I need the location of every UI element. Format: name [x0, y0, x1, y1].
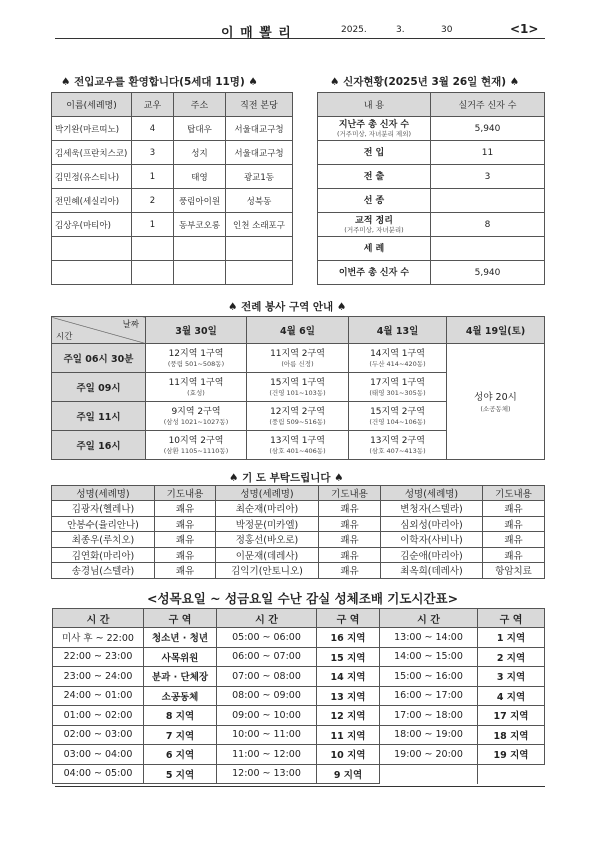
date-month: 3. [396, 25, 405, 35]
serving-cell [349, 431, 447, 460]
newcomers-cell: 태영 [174, 165, 226, 189]
prayer-title: ♠ 기 도 부탁드립니다 ♠ [229, 472, 344, 484]
status-header-row [318, 93, 545, 117]
prayer-cell: 이학자(사비나) [381, 532, 483, 548]
adoration-row [53, 764, 545, 784]
adoration-cell: 16 지역 [317, 628, 380, 648]
adoration-col-header: 시 간 [53, 609, 144, 628]
adoration-cell: 05:00 ~ 06:00 [217, 628, 317, 648]
adoration-cell: 08:00 ~ 09:00 [217, 686, 317, 706]
newcomers-cell: 1 [132, 165, 174, 189]
status-label-cell [318, 237, 431, 261]
prayer-cell: 쾌유 [155, 501, 216, 517]
status-label: 전 출 [363, 171, 385, 182]
adoration-cell: 3 지역 [478, 667, 545, 687]
newcomers-col-header: 주소 [174, 93, 226, 117]
newcomers-cell [132, 237, 174, 261]
footer-divider [55, 786, 545, 787]
serving-zone-detail: (풍림 501~508동) [167, 359, 225, 368]
newcomers-header-row [52, 93, 293, 117]
corner-date-label: 날짜 [122, 320, 139, 330]
prayer-cell: 쾌유 [155, 547, 216, 563]
status-col-header: 내 용 [318, 93, 431, 117]
newcomers-cell [226, 261, 293, 285]
prayer-cell: 쾌유 [319, 516, 381, 532]
status-value: 5,940 [431, 117, 545, 141]
prayer-col-header: 성명(세례명) [216, 486, 319, 501]
newcomers-cell [174, 261, 226, 285]
adoration-cell: 2 지역 [478, 647, 545, 667]
serving-cell [146, 431, 247, 460]
newcomers-row [52, 237, 293, 261]
newcomers-cell [132, 261, 174, 285]
adoration-cell: 10:00 ~ 11:00 [217, 725, 317, 745]
serving-zone-detail: (태영 301~305동) [369, 388, 426, 397]
serving-date-header: 3월 30일 [146, 317, 247, 344]
adoration-cell: 7 지역 [144, 725, 217, 745]
prayer-cell: 송경님(스텔라) [52, 563, 155, 579]
serving-cell [146, 402, 247, 431]
prayer-cell: 쾌유 [483, 532, 545, 548]
adoration-cell [380, 764, 478, 784]
serving-zone-detail: (삼호 401~406동) [269, 446, 326, 455]
newcomers-cell [174, 237, 226, 261]
saturday-mass: 성야 20시 [474, 391, 517, 403]
serving-zone: 9지역 2구역 [171, 406, 221, 417]
newcomers-cell: 탑대우 [174, 117, 226, 141]
prayer-cell: 최종우(루치오) [52, 532, 155, 548]
status-label-cell [318, 213, 431, 237]
adoration-cell: 13 지역 [317, 686, 380, 706]
adoration-cell: 15:00 ~ 16:00 [380, 667, 478, 687]
status-value [431, 189, 545, 213]
adoration-row [53, 667, 545, 687]
serving-zone-detail: (효성) [187, 388, 205, 397]
adoration-cell: 14 지역 [317, 667, 380, 687]
serving-cell [247, 431, 349, 460]
prayer-cell: 항암치료 [483, 563, 545, 579]
newcomers-row [52, 141, 293, 165]
adoration-cell: 14:00 ~ 15:00 [380, 647, 478, 667]
adoration-col-header: 시 간 [217, 609, 317, 628]
adoration-col-header: 시 간 [380, 609, 478, 628]
adoration-cell: 4 지역 [478, 686, 545, 706]
prayer-cell: 쾌유 [319, 563, 381, 579]
adoration-cell [478, 764, 545, 784]
prayer-cell: 안봉수(율리안나) [52, 516, 155, 532]
adoration-cell: 5 지역 [144, 764, 217, 784]
adoration-cell: 18:00 ~ 19:00 [380, 725, 478, 745]
saturday-note: (소공동체) [480, 404, 511, 413]
adoration-row [53, 628, 545, 648]
adoration-cell: 소공동체 [144, 686, 217, 706]
serving-cell [247, 402, 349, 431]
status-table [317, 92, 545, 285]
newcomers-cell [52, 261, 132, 285]
newcomers-cell: 3 [132, 141, 174, 165]
newcomers-cell [52, 237, 132, 261]
status-label-cell [318, 189, 431, 213]
adoration-cell: 10 지역 [317, 745, 380, 765]
adoration-cell: 18 지역 [478, 725, 545, 745]
newcomers-cell: 동부코오롱 [174, 213, 226, 237]
header-divider [55, 38, 545, 39]
serving-corner-cell [52, 317, 146, 344]
status-row [318, 213, 545, 237]
prayer-cell: 쾌유 [319, 547, 381, 563]
prayer-row [52, 563, 545, 579]
serving-zone: 11지역 1구역 [168, 377, 224, 388]
status-row [318, 117, 545, 141]
prayer-cell: 쾌유 [319, 501, 381, 517]
prayer-row [52, 516, 545, 532]
adoration-row [53, 745, 545, 765]
status-label: 세 례 [363, 243, 385, 254]
serving-zone-detail: (풍림 509~516동) [269, 417, 326, 426]
prayer-row [52, 547, 545, 563]
prayer-cell: 최순재(마리아) [216, 501, 319, 517]
adoration-row [53, 706, 545, 726]
serving-zone-detail: (두산 414~420동) [369, 359, 426, 368]
serving-zone-detail: (건영 104~106동) [369, 417, 426, 426]
newcomers-cell: 성지 [174, 141, 226, 165]
status-value [431, 237, 545, 261]
adoration-cell: 02:00 ~ 03:00 [53, 725, 144, 745]
serving-cell [247, 344, 349, 373]
status-label: 지난주 총 신자 수 [338, 119, 410, 130]
adoration-col-header: 구 역 [317, 609, 380, 628]
newcomers-row [52, 165, 293, 189]
serving-cell [349, 402, 447, 431]
prayer-row [52, 501, 545, 517]
status-label-cell [318, 165, 431, 189]
newcomers-cell: 김민정(유스티나) [52, 165, 132, 189]
serving-zone: 17지역 1구역 [370, 377, 425, 388]
prayer-cell: 쾌유 [155, 532, 216, 548]
newcomers-col-header: 직전 본당 [226, 93, 293, 117]
serving-zone: 13지역 1구역 [270, 435, 325, 446]
serving-zone: 15지역 1구역 [270, 377, 325, 388]
status-label-note: (거주미상, 자녀분리) [344, 225, 404, 234]
newcomers-cell: 광교1동 [226, 165, 293, 189]
adoration-cell: 23:00 ~ 24:00 [53, 667, 144, 687]
status-title: ♠ 신자현황(2025년 3월 26일 현재) ♠ [330, 76, 520, 88]
serving-zone: 15지역 2구역 [370, 406, 425, 417]
newcomers-cell: 서울대교구청 [226, 117, 293, 141]
adoration-cell: 13:00 ~ 14:00 [380, 628, 478, 648]
adoration-row [53, 686, 545, 706]
serving-zone: 10지역 2구역 [168, 435, 224, 446]
adoration-cell: 9 지역 [317, 764, 380, 784]
prayer-cell: 쾌유 [483, 516, 545, 532]
serving-zone-detail: (삼호 407~413동) [369, 446, 426, 455]
serving-time: 주일 06시 30분 [52, 344, 146, 373]
serving-cell [146, 373, 247, 402]
serving-title: ♠ 전례 봉사 구역 안내 ♠ [228, 301, 347, 313]
newcomers-table [51, 92, 293, 285]
serving-time: 주일 16시 [52, 431, 146, 460]
prayer-cell: 심외성(마리아) [381, 516, 483, 532]
prayer-cell: 김광자(헬레나) [52, 501, 155, 517]
adoration-col-header: 구 역 [144, 609, 217, 628]
adoration-cell: 22:00 ~ 23:00 [53, 647, 144, 667]
prayer-col-header: 성명(세례명) [381, 486, 483, 501]
adoration-cell: 19:00 ~ 20:00 [380, 745, 478, 765]
prayer-cell: 박정문(미카엘) [216, 516, 319, 532]
prayer-cell: 쾌유 [319, 532, 381, 548]
adoration-cell: 11 지역 [317, 725, 380, 745]
serving-table [51, 316, 545, 460]
prayer-cell: 정홍선(바오로) [216, 532, 319, 548]
prayer-cell: 변청자(스텔라) [381, 501, 483, 517]
status-row [318, 165, 545, 189]
status-label: 선 종 [363, 195, 385, 206]
adoration-cell: 미사 후 ~ 22:00 [53, 628, 144, 648]
adoration-cell: 06:00 ~ 07:00 [217, 647, 317, 667]
serving-zone: 12지역 1구역 [168, 348, 224, 359]
serving-date-header: 4월 13일 [349, 317, 447, 344]
newcomers-cell: 김세욱(프란치스코) [52, 141, 132, 165]
prayer-col-header: 기도내용 [319, 486, 381, 501]
page-number: <1> [510, 22, 539, 36]
prayer-cell: 김익기(안토니오) [216, 563, 319, 579]
adoration-cell: 17:00 ~ 18:00 [380, 706, 478, 726]
newcomers-cell: 김상우(마티아) [52, 213, 132, 237]
newcomers-cell [226, 237, 293, 261]
serving-cell [146, 344, 247, 373]
serving-cell [349, 373, 447, 402]
serving-saturday-cell [447, 344, 545, 460]
adoration-row [53, 725, 545, 745]
adoration-cell: 16:00 ~ 17:00 [380, 686, 478, 706]
status-label-cell [318, 141, 431, 165]
status-value: 11 [431, 141, 545, 165]
prayer-col-header: 기도내용 [483, 486, 545, 501]
bulletin-title: 이 매 뽈 리 [221, 26, 292, 41]
status-value: 5,940 [431, 261, 545, 285]
prayer-header-row [52, 486, 545, 501]
prayer-col-header: 성명(세례명) [52, 486, 155, 501]
newcomers-cell: 4 [132, 117, 174, 141]
status-label-cell [318, 117, 431, 141]
adoration-cell: 청소년 · 청년 [144, 628, 217, 648]
serving-cell [349, 344, 447, 373]
adoration-cell: 24:00 ~ 01:00 [53, 686, 144, 706]
adoration-cell: 07:00 ~ 08:00 [217, 667, 317, 687]
prayer-table [51, 485, 545, 579]
serving-zone-detail: (삼성 1021~1027동) [163, 417, 229, 426]
adoration-cell: 17 지역 [478, 706, 545, 726]
newcomers-cell: 풍림아이원 [174, 189, 226, 213]
newcomers-cell: 박기완(마르띠노) [52, 117, 132, 141]
serving-zone-detail: (건영 101~103동) [269, 388, 326, 397]
serving-zone: 12지역 2구역 [270, 406, 325, 417]
prayer-cell: 쾌유 [483, 547, 545, 563]
status-value: 3 [431, 165, 545, 189]
status-row [318, 261, 545, 285]
adoration-cell: 15 지역 [317, 647, 380, 667]
serving-date-header: 4월 19일(토) [447, 317, 545, 344]
prayer-cell: 쾌유 [483, 501, 545, 517]
serving-zone-detail: (아름 신정) [281, 359, 314, 368]
newcomers-col-header: 교우 [132, 93, 174, 117]
adoration-cell: 12 지역 [317, 706, 380, 726]
prayer-cell: 쾌유 [155, 516, 216, 532]
adoration-col-header: 구 역 [478, 609, 545, 628]
prayer-cell: 김순애(마리아) [381, 547, 483, 563]
adoration-cell: 04:00 ~ 05:00 [53, 764, 144, 784]
newcomers-title: ♠ 전입교우를 환영합니다(5세대 11명) ♠ [61, 76, 258, 88]
status-label: 교적 정리 [355, 215, 393, 226]
prayer-col-header: 기도내용 [155, 486, 216, 501]
prayer-cell: 김연화(마리아) [52, 547, 155, 563]
newcomers-cell: 1 [132, 213, 174, 237]
adoration-cell: 분과 · 단체장 [144, 667, 217, 687]
serving-zone: 13지역 2구역 [370, 435, 425, 446]
serving-time: 주일 09시 [52, 373, 146, 402]
serving-row [52, 344, 545, 373]
serving-zone: 11지역 2구역 [270, 348, 325, 359]
adoration-cell: 1 지역 [478, 628, 545, 648]
adoration-cell: 6 지역 [144, 745, 217, 765]
serving-cell [247, 373, 349, 402]
prayer-cell: 이문재(데레사) [216, 547, 319, 563]
serving-zone-detail: (삼환 1105~1110동) [163, 446, 229, 455]
adoration-cell: 12:00 ~ 13:00 [217, 764, 317, 784]
prayer-row [52, 532, 545, 548]
status-value: 8 [431, 213, 545, 237]
date-year: 2025. [341, 25, 367, 35]
adoration-title: <성목요일 ~ 성금요일 수난 감실 성체조배 기도시간표> [147, 591, 459, 606]
prayer-cell: 최옥희(데레사) [381, 563, 483, 579]
adoration-header-row [53, 609, 545, 628]
adoration-cell: 09:00 ~ 10:00 [217, 706, 317, 726]
newcomers-cell: 성북동 [226, 189, 293, 213]
adoration-cell: 11:00 ~ 12:00 [217, 745, 317, 765]
status-row [318, 189, 545, 213]
status-col-header: 실거주 신자 수 [431, 93, 545, 117]
newcomers-row [52, 213, 293, 237]
newcomers-row [52, 189, 293, 213]
serving-zone: 14지역 1구역 [370, 348, 425, 359]
status-label-note: (거주미상, 자녀분리 제외) [336, 129, 412, 138]
newcomers-cell: 인천 소래포구 [226, 213, 293, 237]
newcomers-row [52, 261, 293, 285]
serving-date-header: 4월 6일 [247, 317, 349, 344]
adoration-cell: 8 지역 [144, 706, 217, 726]
status-label: 이번주 총 신자 수 [338, 267, 410, 278]
newcomers-cell: 전민혜(세실리아) [52, 189, 132, 213]
serving-time: 주일 11시 [52, 402, 146, 431]
status-label: 전 입 [363, 147, 385, 158]
newcomers-cell: 2 [132, 189, 174, 213]
newcomers-row [52, 117, 293, 141]
status-row [318, 237, 545, 261]
prayer-cell: 쾌유 [155, 563, 216, 579]
serving-header-row [52, 317, 545, 344]
adoration-table [52, 608, 545, 784]
adoration-cell: 03:00 ~ 04:00 [53, 745, 144, 765]
date-day: 30 [441, 25, 453, 35]
adoration-cell: 19 지역 [478, 745, 545, 765]
newcomers-col-header: 이름(세례명) [52, 93, 132, 117]
adoration-cell: 01:00 ~ 02:00 [53, 706, 144, 726]
adoration-cell: 사목위원 [144, 647, 217, 667]
status-label-cell [318, 261, 431, 285]
status-row [318, 141, 545, 165]
newcomers-cell: 서울대교구청 [226, 141, 293, 165]
adoration-row [53, 647, 545, 667]
corner-time-label: 시간 [56, 332, 73, 342]
